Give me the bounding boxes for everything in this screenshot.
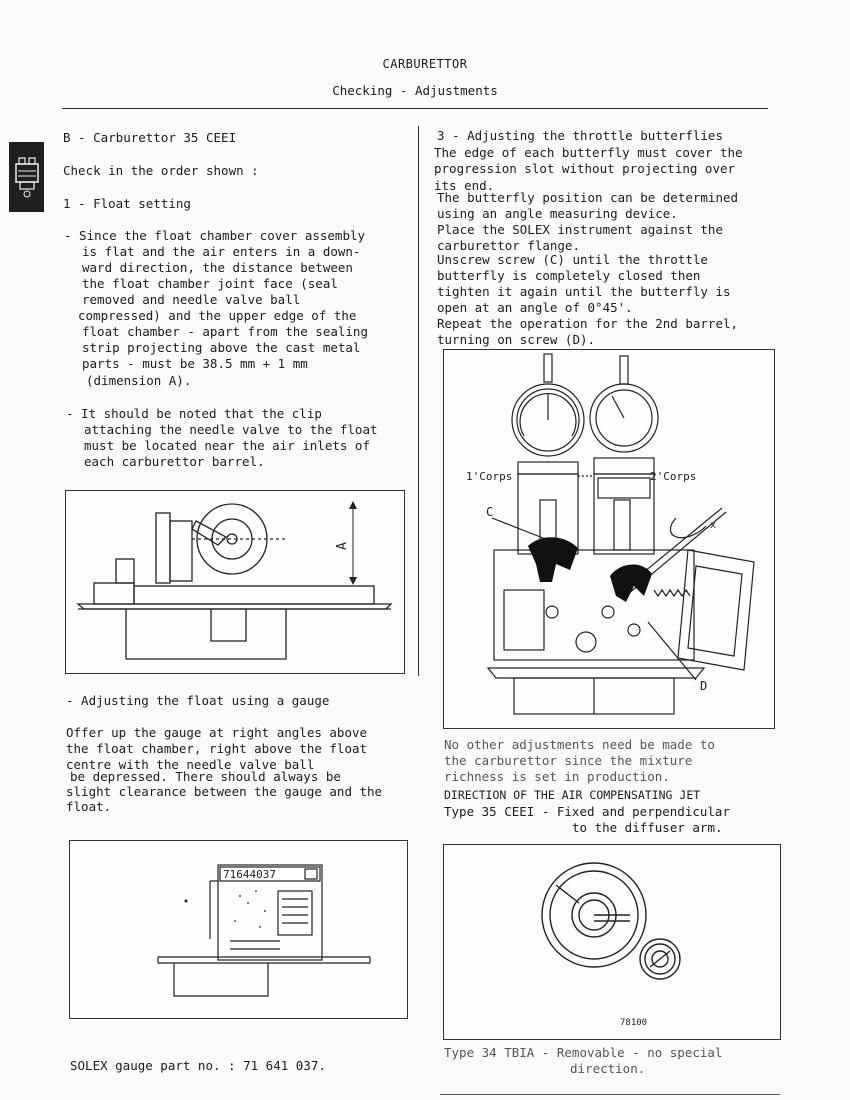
clip-para-line: each carburettor barrel. xyxy=(84,454,265,469)
type35-line: Type 35 CEEI - Fixed and perpendicular xyxy=(444,804,730,819)
throttle-para-line: carburettor flange. xyxy=(437,238,580,253)
clip-para-line: attaching the needle valve to the float xyxy=(84,422,378,437)
throttle-para-line: progression slot without projecting over xyxy=(434,161,736,176)
throttle-para-line: tighten it again until the butterfly is xyxy=(437,284,731,299)
mixture-para-line: the carburettor since the mixture xyxy=(444,753,693,768)
page-header-title: CARBURETTOR xyxy=(382,57,468,71)
float-para-line: float chamber - apart from the sealing xyxy=(82,324,368,339)
throttle-adjust-figure xyxy=(443,349,775,729)
type34-line: direction. xyxy=(570,1061,646,1076)
throttle-para-line: butterfly is completely closed then xyxy=(437,268,701,283)
header-rule xyxy=(62,108,768,109)
throttle-para-line: turning on screw (D). xyxy=(437,332,596,347)
mixture-para-line: No other adjustments need be made to xyxy=(444,737,715,752)
throttle-para-line: Unscrew screw (C) until the throttle xyxy=(437,252,708,267)
throttle-angle-line: open at an angle of 0°45'. xyxy=(437,300,633,315)
intro-text: Check in the order shown : xyxy=(63,163,259,178)
dimension-line: parts - must be 38.5 mm + 1 mm xyxy=(82,356,308,371)
throttle-para-line: its end. xyxy=(434,178,495,193)
clip-para-line: - It should be noted that the clip xyxy=(66,406,322,421)
mixture-para-line: richness is set in production. xyxy=(444,769,670,784)
jet-direction-figure xyxy=(443,844,781,1040)
figure-ref-number: 78100 xyxy=(620,1018,648,1028)
float-para-line: the float chamber joint face (seal xyxy=(82,276,338,291)
float-chamber-figure xyxy=(65,490,405,674)
gauge-para-line: centre with the needle valve ball xyxy=(66,757,315,772)
gauge-part-stamp: 71644037 xyxy=(223,868,276,881)
throttle-para-line: using an angle measuring device. xyxy=(437,206,678,221)
float-para-line: (dimension A). xyxy=(86,373,192,388)
screw-d-label: D xyxy=(700,679,708,693)
gauge-heading: - Adjusting the float using a gauge xyxy=(66,693,330,708)
throttle-para-line: The edge of each butterfly must cover the xyxy=(434,145,743,160)
clip-para-line: must be located near the air inlets of xyxy=(84,438,370,453)
float-para-line: compressed) and the upper edge of the xyxy=(78,308,357,323)
axis-x-label: x xyxy=(710,520,717,531)
page-header-subtitle: Checking - Adjustments xyxy=(332,83,498,98)
carburettor-tab-icon xyxy=(9,142,44,212)
type34-line: Type 34 TBIA - Removable - no special xyxy=(444,1045,723,1060)
throttle-para-line: Repeat the operation for the 2nd barrel, xyxy=(437,316,739,331)
dimension-a-label: A xyxy=(335,542,350,550)
direction-heading: DIRECTION OF THE AIR COMPENSATING JET xyxy=(444,788,701,802)
step1-heading: 1 - Float setting xyxy=(63,196,191,211)
gauge-para-line: Offer up the gauge at right angles above xyxy=(66,725,368,740)
gauge-para-line: be depressed. There should always be xyxy=(70,769,341,784)
gauge-part-number: SOLEX gauge part no. : 71 641 037. xyxy=(70,1058,326,1073)
throttle-para-line: Place the SOLEX instrument against the xyxy=(437,222,723,237)
section-title: B - Carburettor 35 CEEI xyxy=(63,130,237,145)
float-para-line: - Since the float chamber cover assembly xyxy=(64,228,366,243)
screw-c-label: C xyxy=(486,505,494,519)
gauge-para-line: slight clearance between the gauge and the xyxy=(66,784,383,799)
float-para-line: removed and needle valve ball xyxy=(82,292,301,307)
step3-heading: 3 - Adjusting the throttle butterflies xyxy=(437,128,723,143)
column-divider xyxy=(418,126,419,676)
footer-rule xyxy=(440,1094,780,1095)
gauge-para-line: float. xyxy=(66,799,112,814)
gauge-figure xyxy=(69,840,408,1019)
first-barrel-label: 1'Corps xyxy=(466,470,513,483)
float-para-line: strip projecting above the cast metal xyxy=(82,340,361,355)
second-barrel-label: 2'Corps xyxy=(650,470,697,483)
float-para-line: ward direction, the distance between xyxy=(82,260,353,275)
throttle-para-line: The butterfly position can be determined xyxy=(437,190,739,205)
gauge-para-line: the float chamber, right above the float xyxy=(66,741,368,756)
float-para-line: is flat and the air enters in a down- xyxy=(82,244,361,259)
type35-line: to the diffuser arm. xyxy=(572,820,723,835)
